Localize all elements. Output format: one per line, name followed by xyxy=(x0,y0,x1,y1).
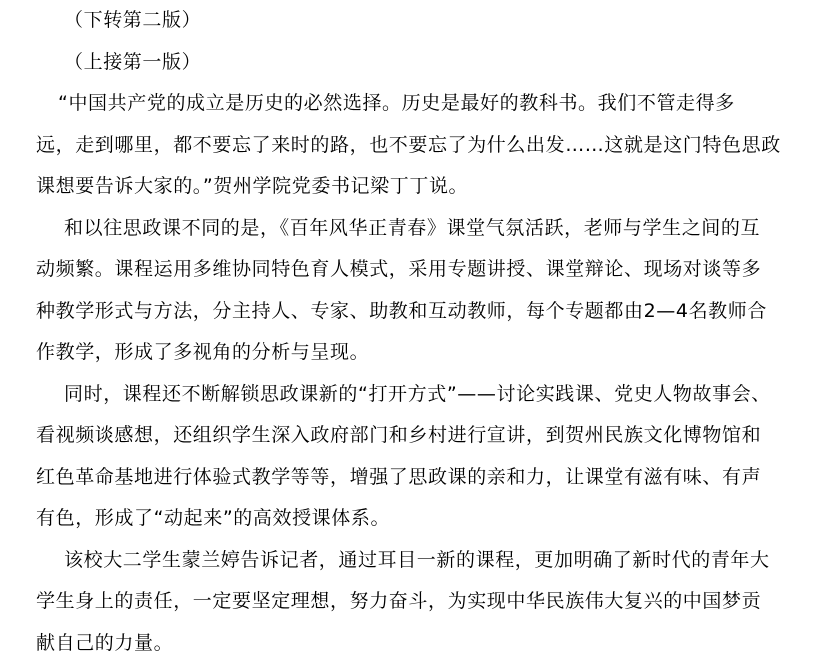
paragraph-line: 有色，形成了“动起来”的高效授课体系。 xyxy=(36,498,804,540)
paragraph-line: 种教学形式与方法，分主持人、专家、助教和互动教师，每个专题都由2—4名教师合 xyxy=(36,291,804,333)
continued-to-note: （下转第二版） xyxy=(36,0,804,42)
paragraph-line: 看视频谈感想，还组织学生深入政府部门和乡村进行宣讲，到贺州民族文化博物馆和 xyxy=(36,415,804,457)
paragraph-line: 学生身上的责任，一定要坚定理想，努力奋斗，为实现中华民族伟大复兴的中国梦贡 xyxy=(36,581,804,623)
paragraph-line: 红色革命基地进行体验式教学等等，增强了思政课的亲和力，让课堂有滋有味、有声 xyxy=(36,457,804,499)
paragraph-line: 作教学，形成了多视角的分析与呈现。 xyxy=(36,332,804,374)
article-body xyxy=(36,0,804,664)
paragraph-line: 同时，课程还不断解锁思政课新的“打开方式”——讨论实践课、党史人物故事会、 xyxy=(36,374,804,416)
paragraph-line: 和以往思政课不同的是，《百年风华正青春》课堂气氛活跃，老师与学生之间的互 xyxy=(36,208,804,250)
continued-from-note: （上接第一版） xyxy=(36,42,804,84)
paragraph-line: 远，走到哪里，都不要忘了来时的路，也不要忘了为什么出发……这就是这门特色思政 xyxy=(36,125,804,167)
paragraph-line: “中国共产党的成立是历史的必然选择。历史是最好的教科书。我们不管走得多 xyxy=(36,83,804,125)
paragraph-1 xyxy=(36,83,804,208)
paragraph-3 xyxy=(36,374,804,540)
paragraph-4 xyxy=(36,540,804,664)
paragraph-line: 献自己的力量。 xyxy=(36,623,804,664)
paragraph-line: 该校大二学生蒙兰婷告诉记者，通过耳目一新的课程，更加明确了新时代的青年大 xyxy=(36,540,804,582)
paragraph-line: 课想要告诉大家的。”贺州学院党委书记梁丁丁说。 xyxy=(36,166,804,208)
paragraph-2 xyxy=(36,208,804,374)
paragraph-line: 动频繁。课程运用多维协同特色育人模式，采用专题讲授、课堂辩论、现场对谈等多 xyxy=(36,249,804,291)
